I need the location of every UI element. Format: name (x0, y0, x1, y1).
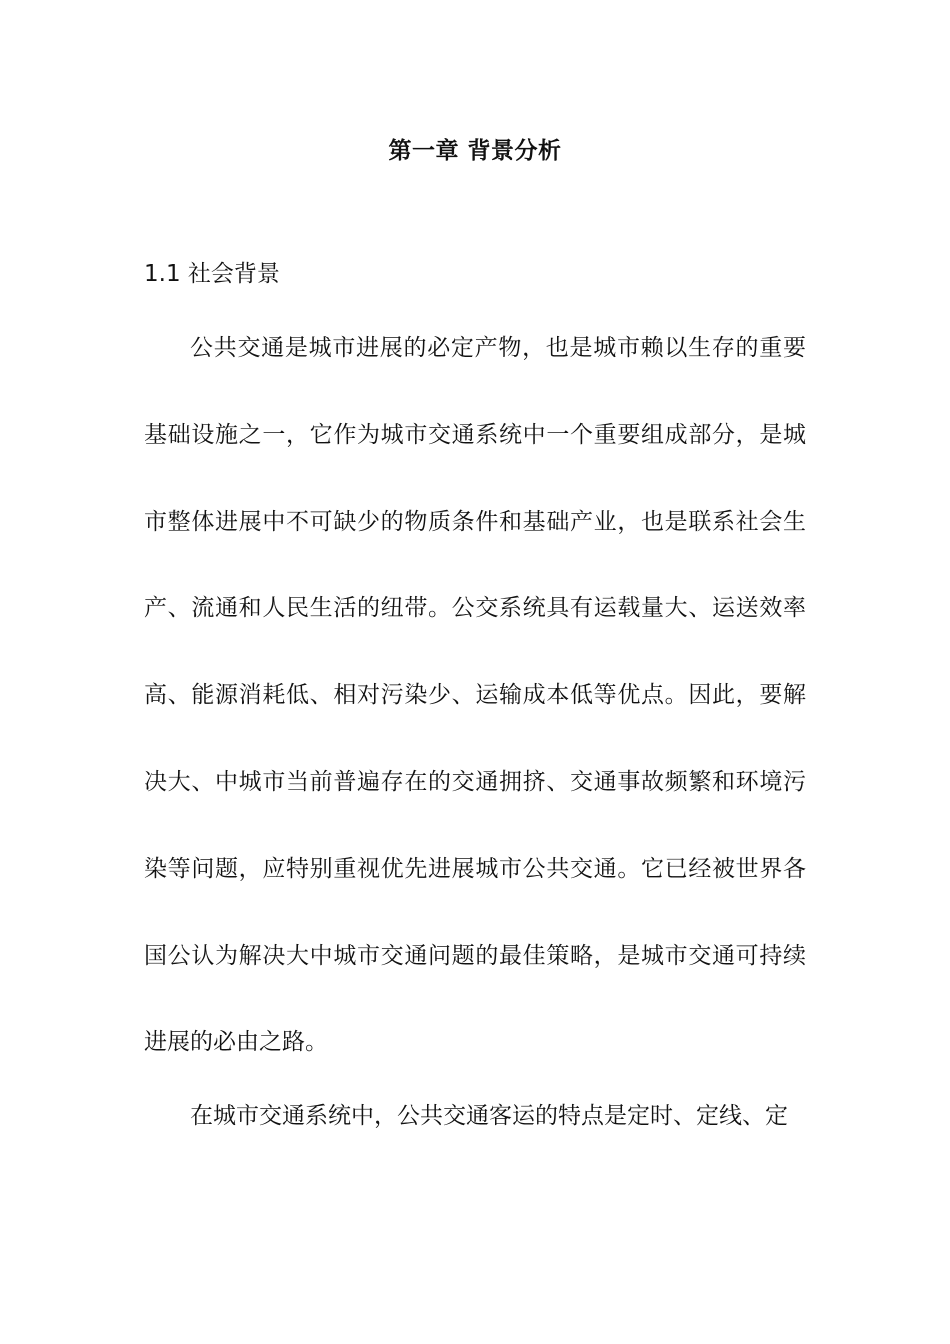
body-paragraph: 公共交通是城市进展的必定产物，也是城市赖以生存的重要基础设施之一，它作为城市交通系统中一个重要组成部分，是城市整体进展中不可缺少的物质条件和基础产业，也是联系社会生产、流通和人民生活的纽带。公交系统具有运载量大、运送效率高、能源消耗低、相对污染少、运输成本低等优点。因此，要解决大、中城市当前普遍存在的交通拥挤、交通事故频繁和环境污染等问题，应特别重视优先进展城市公共交通。它已经被世界各国公认为解决大中城市交通问题的最佳策略，是城市交通可持续进展的必由之路。 (144, 335, 806, 1056)
section-heading: 1.1 社会背景 (144, 261, 280, 287)
chapter-title: 第一章 背景分析 (388, 138, 562, 164)
body-paragraph: 在城市交通系统中，公共交通客运的特点是定时、定线、定 (190, 1103, 788, 1129)
